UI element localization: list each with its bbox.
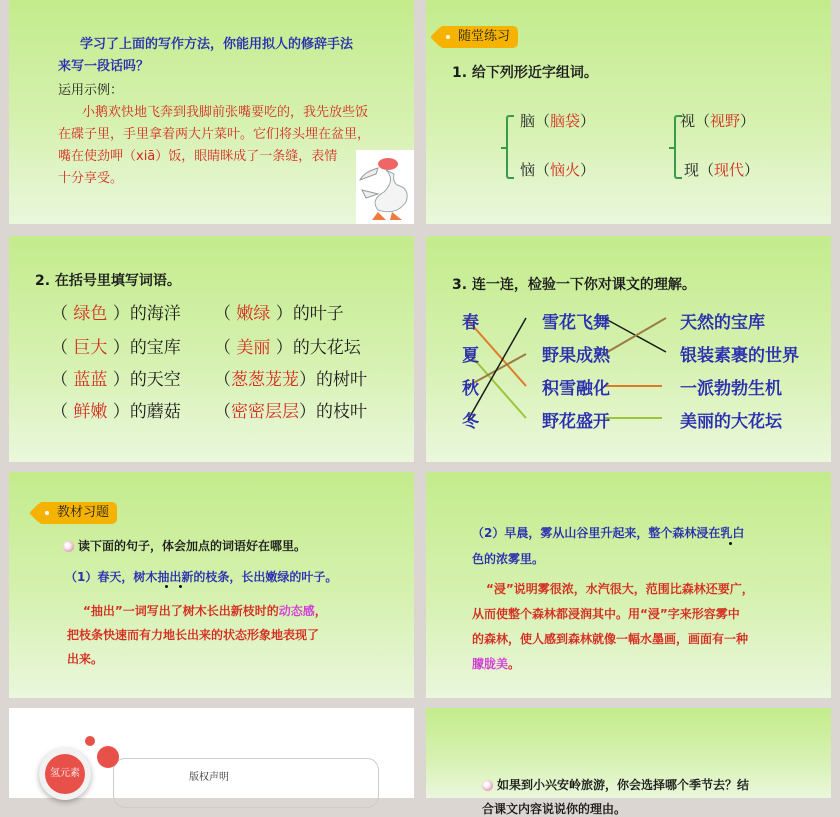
slide-textbook-exercise-2: [426, 472, 831, 698]
emphasis-dot: [179, 585, 182, 588]
answer: 现代: [714, 161, 745, 179]
copyright-box: [113, 758, 379, 808]
answer: 恼火: [550, 161, 581, 179]
fill-row: （ 绿色 ）的海洋: [51, 304, 181, 324]
example-line-4: 十分享受。: [58, 171, 124, 186]
fill-row: （ 蓝蓝 ）的天空: [51, 370, 181, 390]
season-qiu[interactable]: 秋: [462, 379, 479, 399]
explanation-line-1: “抽出”一词写出了树木长出新枝时的动态感，: [83, 604, 327, 618]
fill-row: （ 鲜嫩 ）的蘑菇: [51, 402, 181, 422]
decor-circle: [85, 736, 95, 746]
tag-label: 随堂练习: [458, 29, 511, 44]
word-group-item: 现（现代）: [684, 161, 760, 179]
description-item[interactable]: 美丽的大花坛: [680, 412, 782, 432]
explanation-line-3: 的森林，使人感到森林就像一幅水墨画，画面有一种: [472, 632, 749, 646]
fill-row: （ 巨大 ）的宝库: [51, 338, 181, 358]
flower-bullet-icon: [482, 780, 493, 791]
slide-writing-practice: [9, 0, 414, 224]
flower-bullet-icon: [63, 541, 74, 552]
slide-exercise-3: [426, 236, 831, 462]
word-group-item: 脑（脑袋）: [520, 112, 596, 130]
prompt-line-2: 来写一段话吗？: [58, 59, 150, 74]
copyright-title: 版权声明: [189, 772, 229, 783]
section-tag: [440, 26, 518, 48]
season-chun[interactable]: 春: [462, 313, 479, 333]
fill-row: （葱葱茏茏）的树叶: [214, 370, 367, 390]
example-line-1: 小鹅欢快地飞奔到我脚前张嘴要吃的，我先放些饭: [82, 105, 369, 120]
word-group-item: 恼（恼火）: [520, 161, 596, 179]
question-line-1: 如果到小兴安岭旅游，你会选择哪个季节去？结: [482, 776, 749, 793]
slide-textbook-exercise: [9, 472, 414, 698]
instruction: 读下面的句子，体会加点的词语好在哪里。: [63, 537, 306, 554]
description-item[interactable]: 天然的宝库: [680, 313, 765, 333]
explanation-line-2: 从而使整个森林都浸润其中。用“浸”字来形容雾中: [472, 607, 740, 621]
question-title: 1. 给下列形近字组词。: [452, 65, 598, 81]
sentence-line-1: （2）早晨，雾从山谷里升起来，整个森林浸在乳白: [472, 526, 745, 540]
fill-row: （ 美丽 ）的大花坛: [214, 338, 361, 358]
description-item[interactable]: 一派勃勃生机: [680, 379, 782, 399]
scene-item[interactable]: 野果成熟: [542, 346, 610, 366]
fill-row: （ 嫩绿 ）的叶子: [214, 304, 344, 324]
tag-dot-icon: [45, 511, 49, 515]
scene-item[interactable]: 野花盛开: [542, 412, 610, 432]
tag-label: 教材习题: [57, 505, 110, 520]
slide-exercise-1: [426, 0, 831, 224]
tag-dot-icon: [446, 35, 450, 39]
question-line-2: 合课文内容说说你的理由。: [482, 802, 627, 816]
slide-exercise-2: [9, 236, 414, 462]
emphasis-dot: [165, 585, 168, 588]
brace-icon: [506, 115, 514, 179]
season-xia[interactable]: 夏: [462, 346, 479, 366]
prompt-line-1: 学习了上面的写作方法，你能用拟人的修辞手法: [80, 37, 354, 52]
question-title: 2. 在括号里填写词语。: [35, 273, 181, 289]
sentence-line-2: 色的浓雾里。: [472, 552, 545, 566]
explanation-line-4: 朦胧美。: [472, 657, 521, 671]
decor-circle: [97, 746, 119, 768]
season-dong[interactable]: 冬: [462, 412, 479, 432]
answer: 脑袋: [550, 112, 581, 130]
scene-item[interactable]: 积雪融化: [542, 379, 610, 399]
explanation-line-1: “浸”说明雾很浓，水汽很大，范围比森林还要广，: [486, 582, 754, 596]
fill-row: （密密层层）的枝叶: [214, 402, 367, 422]
slide-copyright: [9, 708, 414, 798]
logo: 氢元素: [45, 754, 85, 794]
explanation-line-3: 出来。: [67, 652, 104, 666]
example-line-3: 嘴在使劲呷（xiā）饭，眼睛眯成了一条缝，表情: [58, 149, 338, 164]
scene-item[interactable]: 雪花飞舞: [542, 313, 610, 333]
question-title: 3. 连一连，检验一下你对课文的理解。: [452, 277, 696, 293]
description-item[interactable]: 银装素裹的世界: [680, 346, 799, 366]
answer: 视野: [710, 112, 741, 130]
goose-image: [356, 150, 414, 224]
word-group-item: 视（视野）: [680, 112, 756, 130]
explanation-line-2: 把枝条快速而有力地长出来的状态形象地表现了: [67, 628, 320, 642]
emphasis-dot: [729, 542, 732, 545]
example-line-2: 在碟子里，手里拿着两大片菜叶。它们将头埋在盆里，: [58, 127, 371, 142]
section-tag: [39, 502, 117, 524]
slide-discussion: [426, 708, 831, 816]
sentence: （1）春天，树木抽出新的枝条，长出嫩绿的叶子。: [65, 570, 338, 584]
example-label: 运用示例：: [58, 83, 124, 98]
